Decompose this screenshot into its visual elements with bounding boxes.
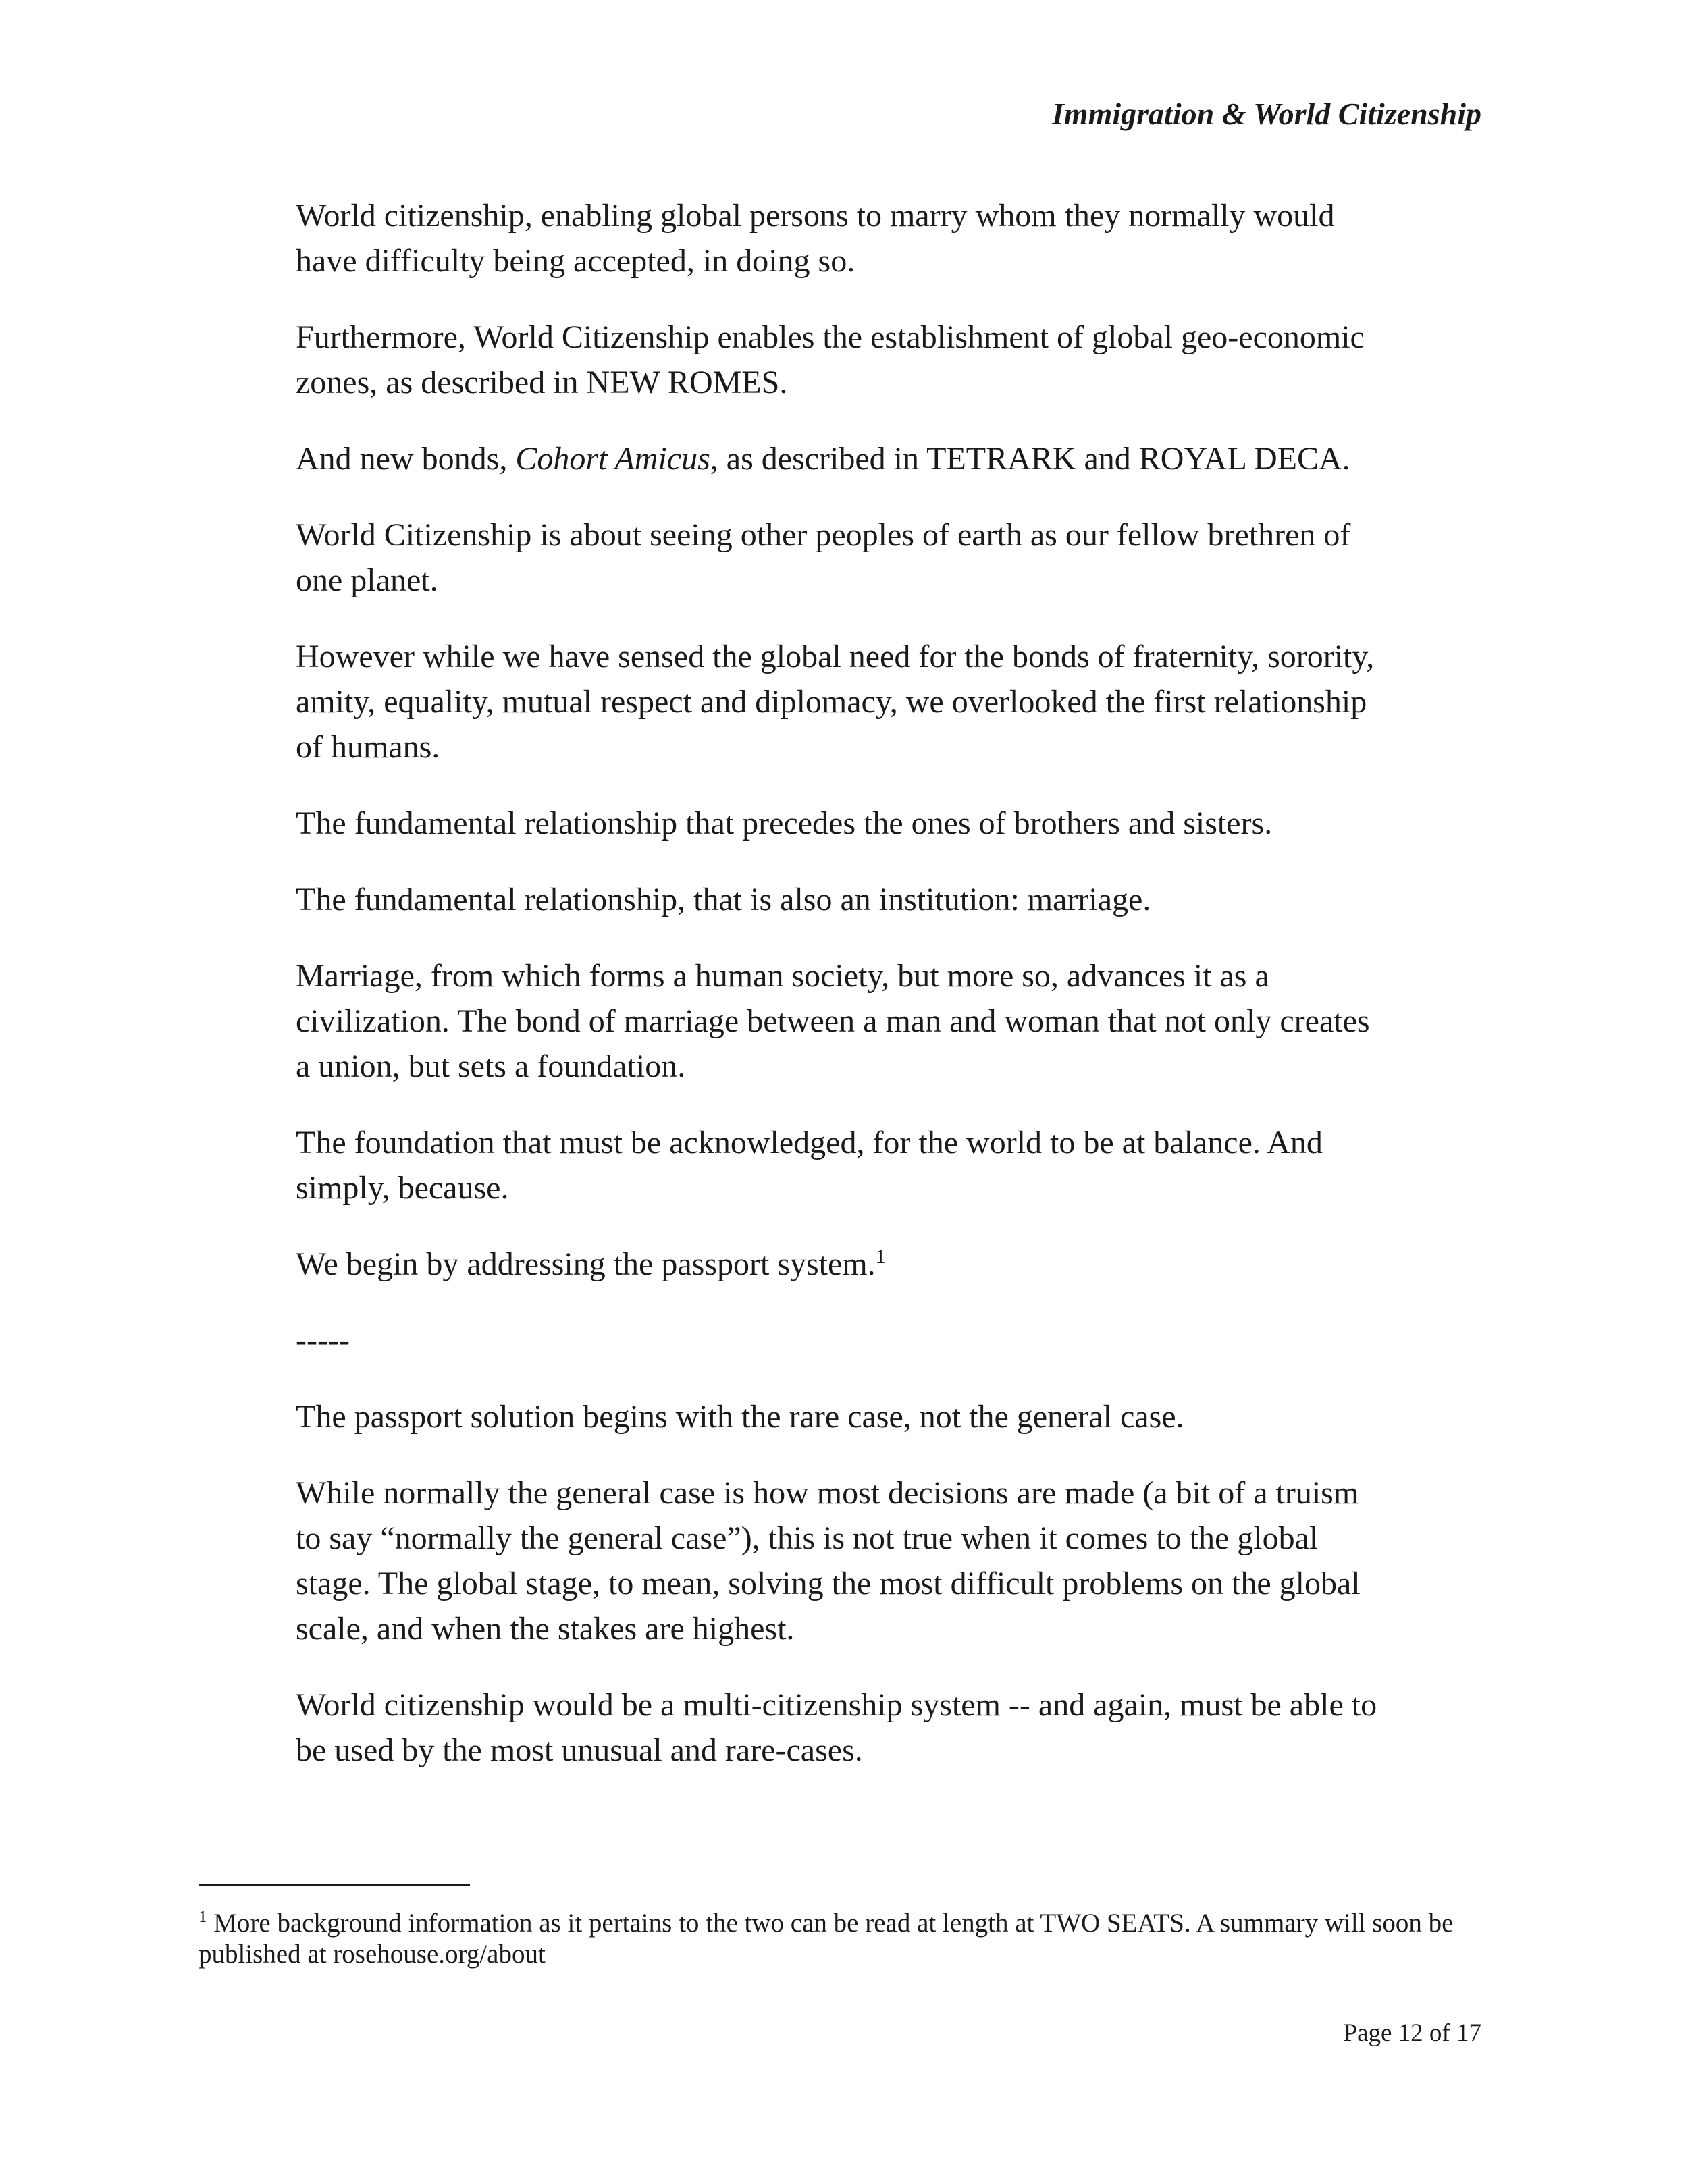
paragraph-2: Furthermore, World Citizenship enables the establishment of global geo-economic zones, as described in NEW ROMES. <box>296 319 1365 400</box>
page-number: Page 12 of 17 <box>1343 2019 1481 2047</box>
footnote-mark: 1 <box>199 1908 207 1926</box>
footnote-text: More background information as it pertains to the two can be read at length at TWO SEATS. A summary will soon be published at rosehouse.org/about <box>199 1909 1454 1969</box>
cohort-amicus-italic: Cohort Amicus <box>515 441 710 477</box>
section-divider: ----- <box>296 1323 350 1358</box>
footnote <box>199 1908 1489 1970</box>
paragraph-10-text: We begin by addressing the passport system. <box>296 1246 876 1282</box>
main-text <box>296 193 1390 1804</box>
paragraph-4: World Citizenship is about seeing other peoples of earth as our fellow brethren of one planet. <box>296 517 1351 598</box>
paragraph-3 <box>296 436 1390 481</box>
paragraph-12: While normally the general case is how most decisions are made (a bit of a truism to say “normally the general case”), this is not true when it comes to the global stage. The global stage, to mean, solving the most difficult problems on the global scale, and when the stakes are highest. <box>296 1475 1361 1647</box>
paragraph-9: The foundation that must be acknowledged, for the world to be at balance. And simply, because. <box>296 1125 1323 1206</box>
paragraph-6: The fundamental relationship that precedes the ones of brothers and sisters. <box>296 805 1273 841</box>
footnote-reference: 1 <box>875 1246 886 1268</box>
running-header: Immigration & World Citizenship <box>1051 97 1481 131</box>
paragraph-3-lead: And new bonds, <box>296 441 516 477</box>
paragraph-8: Marriage, from which forms a human society, but more so, advances it as a civilization. The bond of marriage between a man and woman that not only creates a union, but sets a foundation. <box>296 958 1370 1084</box>
paragraph-5: However while we have sensed the global need for the bonds of fraternity, sorority, amity, equality, mutual respect and diplomacy, we overlooked the first relationship of humans. <box>296 639 1375 765</box>
paragraph-13: World citizenship would be a multi-citizenship system -- and again, must be able to be used by the most unusual and rare-cases. <box>296 1687 1377 1768</box>
footnote-separator <box>199 1884 470 1886</box>
paragraph-11: The passport solution begins with the rare case, not the general case. <box>296 1399 1184 1435</box>
paragraph-1: World citizenship, enabling global persons to marry whom they normally would have difficulty being accepted, in doing so. <box>296 198 1335 279</box>
paragraph-7: The fundamental relationship, that is also an institution: marriage. <box>296 882 1151 917</box>
paragraph-3-tail: , as described in TETRARK and ROYAL DECA. <box>710 441 1350 477</box>
paragraph-10 <box>296 1242 1390 1287</box>
